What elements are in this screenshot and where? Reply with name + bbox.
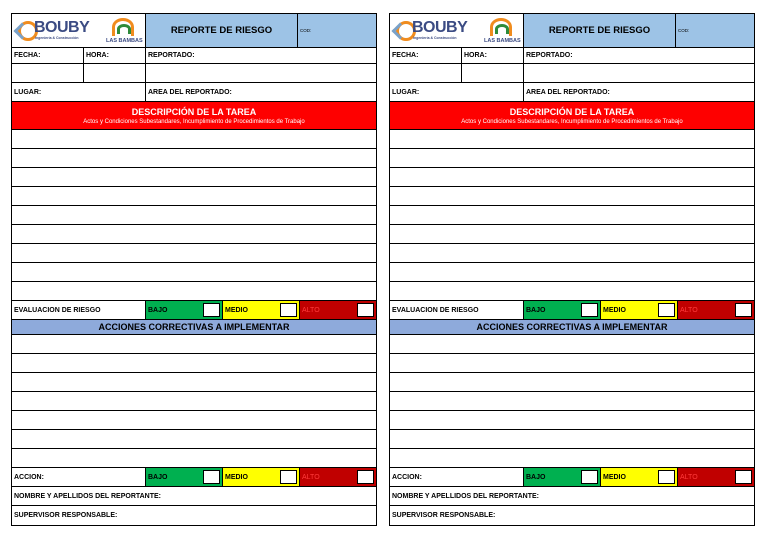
accion-medio-checkbox[interactable] [280, 470, 297, 484]
accion-alto-checkbox[interactable] [357, 470, 374, 484]
risk-alto-label: ALTO [302, 306, 320, 314]
fecha-label: FECHA: [390, 48, 462, 63]
risk-evaluation-label: EVALUACION DE RIESGO [390, 301, 524, 319]
risk-alto-checkbox[interactable] [735, 303, 752, 317]
accion-bajo-label: BAJO [148, 473, 168, 481]
task-line[interactable] [12, 244, 376, 263]
fecha-label: FECHA: [12, 48, 84, 63]
accion-label: ACCION: [390, 468, 524, 486]
accion-bajo [524, 468, 601, 486]
risk-medio-checkbox[interactable] [658, 303, 675, 317]
risk-medio [601, 301, 678, 319]
task-line[interactable] [12, 130, 376, 149]
action-line[interactable] [12, 354, 376, 373]
action-level-row [12, 468, 376, 487]
action-line[interactable] [390, 430, 754, 449]
bouby-logo-icon [18, 21, 100, 41]
date-time-row [390, 48, 754, 64]
task-description-header [12, 102, 376, 130]
reporter-name-field[interactable]: NOMBRE Y APELLIDOS DEL REPORTANTE: [392, 492, 540, 500]
corrective-actions-header: ACCIONES CORRECTIVAS A IMPLEMENTAR [12, 320, 376, 335]
task-description-subtitle: Actos y Condiciones Subestandares, Incumplimiento de Procedimientos de Trabajo [83, 118, 305, 125]
corrective-actions-header: ACCIONES CORRECTIVAS A IMPLEMENTAR [390, 320, 754, 335]
task-line[interactable] [12, 187, 376, 206]
action-line[interactable] [12, 373, 376, 392]
accion-label: ACCION: [12, 468, 146, 486]
task-line[interactable] [390, 282, 754, 301]
reporter-name-row [12, 487, 376, 506]
action-level-row [390, 468, 754, 487]
bouby-logo-icon [396, 21, 478, 41]
las-bambas-logo-icon [484, 16, 520, 46]
task-line[interactable] [12, 168, 376, 187]
action-line[interactable] [390, 354, 754, 373]
task-line[interactable] [390, 187, 754, 206]
las-bambas-logo-text: LAS BAMBAS [484, 38, 521, 44]
form-title: REPORTE DE RIESGO [146, 14, 298, 47]
reportado-label: REPORTADO: [526, 52, 573, 59]
lugar-area-row [12, 83, 376, 102]
action-line[interactable] [12, 430, 376, 449]
task-line[interactable] [390, 149, 754, 168]
bouby-logo-subtext: Ingeniería & Construcción [413, 36, 457, 40]
accion-alto-label: ALTO [680, 473, 698, 481]
reporter-name-field[interactable]: NOMBRE Y APELLIDOS DEL REPORTANTE: [14, 492, 162, 500]
action-line[interactable] [390, 373, 754, 392]
form-title: REPORTE DE RIESGO [524, 14, 676, 47]
risk-alto [678, 301, 754, 319]
risk-bajo-label: BAJO [526, 306, 546, 314]
action-line[interactable] [390, 411, 754, 430]
risk-bajo-label: BAJO [148, 306, 168, 314]
accion-bajo-label: BAJO [526, 473, 546, 481]
task-line[interactable] [390, 168, 754, 187]
risk-alto-checkbox[interactable] [357, 303, 374, 317]
hora-input[interactable] [462, 64, 524, 82]
accion-alto-label: ALTO [302, 473, 320, 481]
supervisor-field[interactable]: SUPERVISOR RESPONSABLE: [14, 512, 118, 519]
reportado-input[interactable] [524, 64, 754, 82]
risk-medio-label: MEDIO [603, 306, 626, 314]
accion-alto [300, 468, 376, 486]
bouby-logo-subtext: Ingeniería & Construcción [35, 36, 79, 40]
task-line[interactable] [12, 225, 376, 244]
task-line[interactable] [390, 263, 754, 282]
task-description-subtitle: Actos y Condiciones Subestandares, Incumplimiento de Procedimientos de Trabajo [461, 118, 683, 125]
risk-bajo [524, 301, 601, 319]
accion-medio-label: MEDIO [603, 473, 626, 481]
cod-field[interactable]: COD: [676, 14, 754, 47]
accion-bajo-checkbox[interactable] [581, 470, 598, 484]
accion-alto-checkbox[interactable] [735, 470, 752, 484]
accion-bajo [146, 468, 223, 486]
risk-bajo-checkbox[interactable] [581, 303, 598, 317]
reportado-label: REPORTADO: [148, 52, 195, 59]
las-bambas-logo-icon [106, 16, 142, 46]
reporter-name-row [390, 487, 754, 506]
supervisor-row [12, 506, 376, 525]
risk-bajo [146, 301, 223, 319]
action-line[interactable] [390, 335, 754, 354]
accion-medio [223, 468, 300, 486]
risk-evaluation-row [12, 301, 376, 320]
risk-bajo-checkbox[interactable] [203, 303, 220, 317]
task-line[interactable] [390, 244, 754, 263]
cod-field[interactable]: COD: [298, 14, 376, 47]
action-line[interactable] [12, 335, 376, 354]
lugar-label[interactable]: LUGAR: [12, 83, 146, 101]
action-line[interactable] [390, 392, 754, 411]
action-line[interactable] [390, 449, 754, 468]
risk-report-form-right [389, 13, 755, 526]
hora-label: HORA: [462, 48, 524, 63]
risk-medio-label: MEDIO [225, 306, 248, 314]
task-description-title: DESCRIPCIÓN DE LA TAREA [131, 106, 257, 117]
task-line[interactable] [12, 263, 376, 282]
supervisor-row [390, 506, 754, 525]
task-description-header [390, 102, 754, 130]
date-time-input-row [390, 64, 754, 83]
action-line[interactable] [12, 449, 376, 468]
supervisor-field[interactable]: SUPERVISOR RESPONSABLE: [392, 512, 496, 519]
risk-alto [300, 301, 376, 319]
las-bambas-logo-text: LAS BAMBAS [106, 38, 143, 44]
form-header [12, 14, 376, 48]
bouby-logo-text: BOUBY [34, 19, 90, 36]
logo-area [390, 14, 524, 47]
form-header [390, 14, 754, 48]
action-line[interactable] [12, 411, 376, 430]
risk-evaluation-label: EVALUACION DE RIESGO [12, 301, 146, 319]
area-label[interactable]: AREA DEL REPORTADO: [148, 88, 232, 96]
risk-report-form-left [11, 13, 377, 526]
task-line[interactable] [390, 225, 754, 244]
date-time-input-row [12, 64, 376, 83]
logo-area [12, 14, 146, 47]
task-line[interactable] [12, 282, 376, 301]
risk-medio [223, 301, 300, 319]
accion-alto [678, 468, 754, 486]
accion-medio [601, 468, 678, 486]
accion-bajo-checkbox[interactable] [203, 470, 220, 484]
lugar-area-row [390, 83, 754, 102]
risk-medio-checkbox[interactable] [280, 303, 297, 317]
bouby-logo-text: BOUBY [412, 19, 468, 36]
fecha-input[interactable] [390, 64, 462, 82]
task-line[interactable] [12, 149, 376, 168]
reportado-input[interactable] [146, 64, 376, 82]
task-line[interactable] [12, 206, 376, 225]
hora-input[interactable] [84, 64, 146, 82]
area-label[interactable]: AREA DEL REPORTADO: [526, 88, 610, 96]
risk-evaluation-row [390, 301, 754, 320]
task-line[interactable] [390, 206, 754, 225]
task-description-title: DESCRIPCIÓN DE LA TAREA [509, 106, 635, 117]
fecha-input[interactable] [12, 64, 84, 82]
date-time-row [12, 48, 376, 64]
lugar-label[interactable]: LUGAR: [390, 83, 524, 101]
hora-label: HORA: [84, 48, 146, 63]
task-line[interactable] [390, 130, 754, 149]
action-line[interactable] [12, 392, 376, 411]
risk-alto-label: ALTO [680, 306, 698, 314]
accion-medio-label: MEDIO [225, 473, 248, 481]
accion-medio-checkbox[interactable] [658, 470, 675, 484]
